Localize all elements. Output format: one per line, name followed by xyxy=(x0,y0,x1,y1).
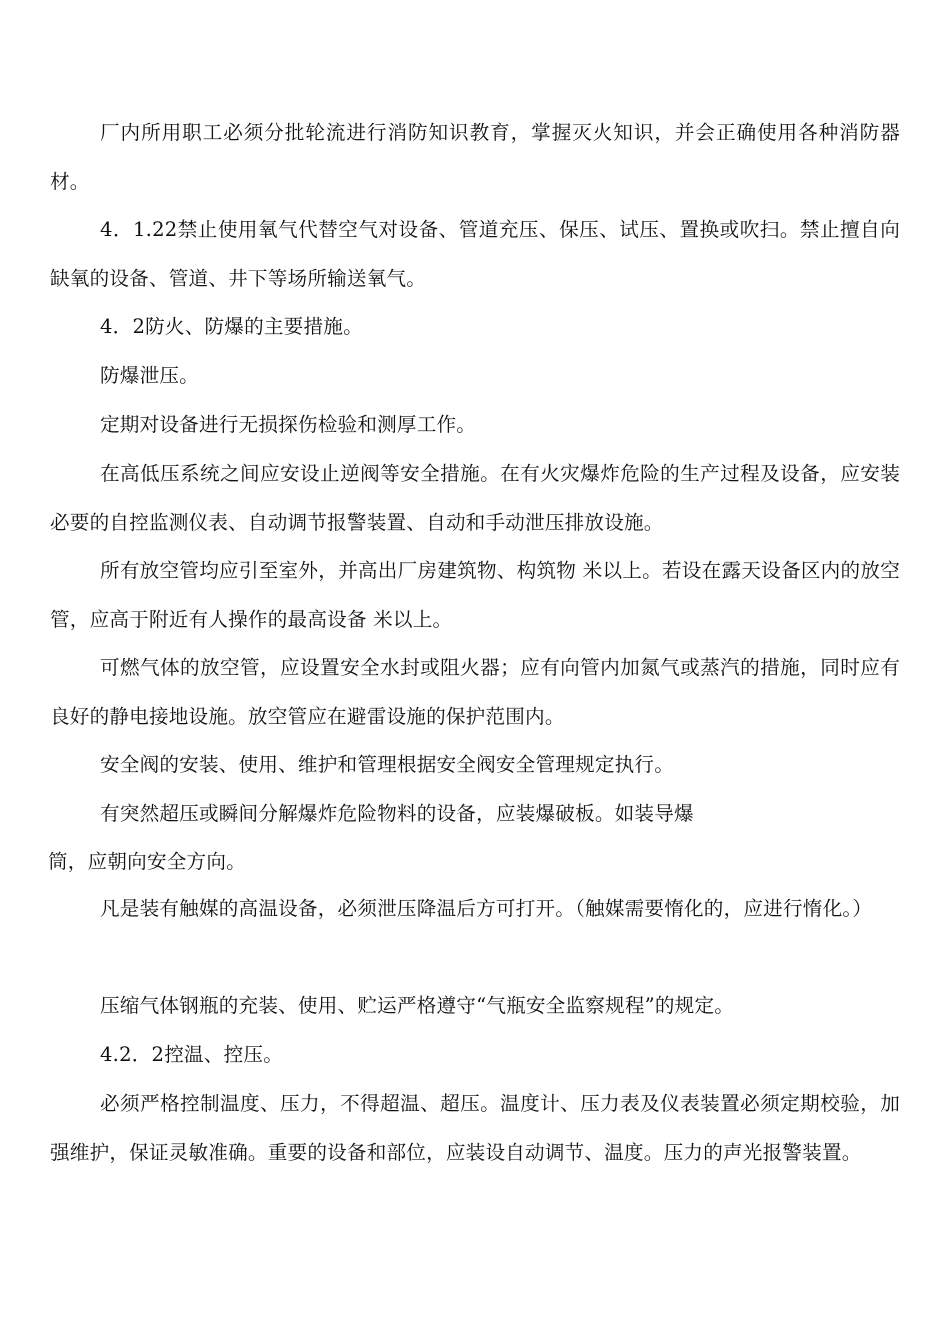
section-heading-fire-explosion-measures: 4．2防火、防爆的主要措施。 xyxy=(100,315,363,338)
paragraph-temperature-pressure-control: 必须严格控制温度、压力，不得超温、超压。温度计、压力表及仪表装置必须定期校验，加强维护，保证灵敏准确。重要的设备和部位，应装设自动调节、温度。压力的声光报警装置。 xyxy=(50,1092,900,1164)
section-heading-temperature-pressure: 4.2．2控温、控压。 xyxy=(100,1043,283,1066)
paragraph-check-valves: 在高低压系统之间应安设止逆阀等安全措施。在有火灾爆炸危险的生产过程及设备，应安装必要的自控监测仪表、自动调节报警装置、自动和手动泄压排放设施。 xyxy=(50,462,900,534)
paragraph-combustible-gas-vent: 可燃气体的放空管，应设置安全水封或阻火器；应有向管内加氮气或蒸汽的措施，同时应有良好的静电接地设施。放空管应在避雷设施的保护范围内。 xyxy=(50,656,900,728)
paragraph-gas-cylinders: 压缩气体钢瓶的充装、使用、贮运严格遵守“气瓶安全监察规程”的规定。 xyxy=(100,994,735,1017)
paragraph-catalyst-equipment: 凡是装有触媒的高温设备，必须泄压降温后方可打开。（触媒需要惰化的，应进行惰化。） xyxy=(100,897,873,920)
paragraph-oxygen-ban: 4．1.22禁止使用氧气代替空气对设备、管道充压、保压、试压、置换或吹扫。禁止擅自向缺氧的设备、管道、井下等场所输送氧气。 xyxy=(50,218,900,290)
paragraph-vent-pipes: 所有放空管均应引至室外，并高出厂房建筑物、构筑物 米以上。若设在露天设备区内的放空管，应高于附近有人操作的最高设备 米以上。 xyxy=(50,559,900,631)
paragraph-rupture-disc: 有突然超压或瞬间分解爆炸危险物料的设备，应装爆破板。如装导爆 xyxy=(100,802,694,825)
paragraph-fire-training: 厂内所用职工必须分批轮流进行消防知识教育，掌握灭火知识，并会正确使用各种消防器材。 xyxy=(50,121,900,193)
paragraph-safety-valves: 安全阀的安装、使用、维护和管理根据安全阀安全管理规定执行。 xyxy=(100,753,675,776)
paragraph-rupture-disc-continuation: 筒，应朝向安全方向。 xyxy=(48,850,246,873)
paragraph-explosion-venting: 防爆泄压。 xyxy=(100,364,199,387)
paragraph-inspection: 定期对设备进行无损探伤检验和测厚工作。 xyxy=(100,413,477,436)
